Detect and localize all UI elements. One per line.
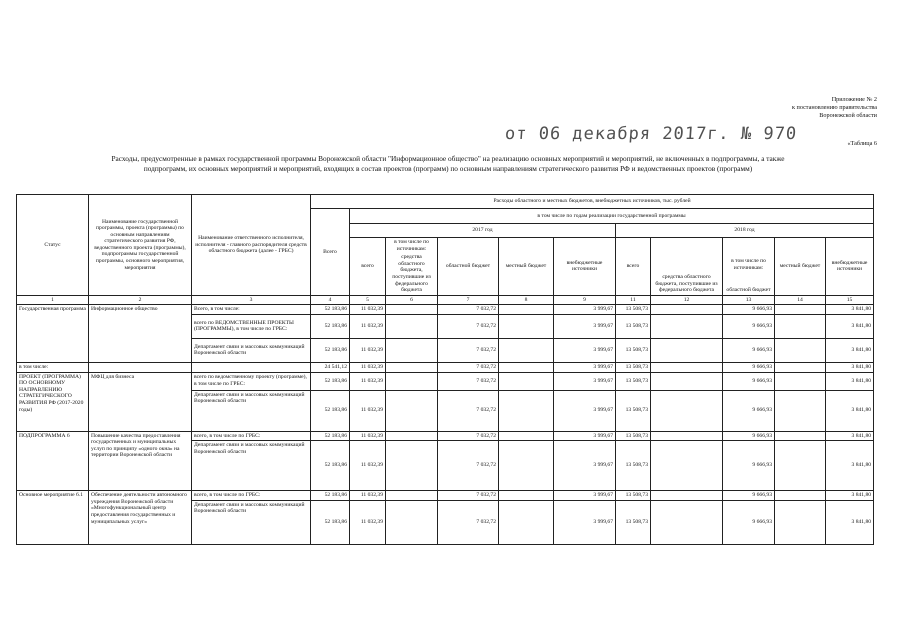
value-2017-local <box>499 362 554 372</box>
value-2018-offbudget: 3 841,80 <box>826 372 874 390</box>
value-2017-fed <box>386 338 438 362</box>
value-2017-offbudget: 3 999,67 <box>554 314 616 338</box>
header-2017-local: местный бюджет <box>499 238 554 296</box>
value-2018-all: 13 508,73 <box>616 314 651 338</box>
executor-dept: Департамент связи и массовых коммуникаций Воронежской области <box>192 441 311 491</box>
value-2018-all: 13 508,73 <box>616 431 651 441</box>
appendix-line-3: Воронежской области <box>819 112 877 119</box>
header-2018-offbudget: внебюджетные источники <box>826 238 874 296</box>
value-2018-all: 13 508,73 <box>616 500 651 544</box>
value-2017-all: 11 032,39 <box>350 372 386 390</box>
table-row <box>17 305 874 315</box>
value-2018-fed <box>651 338 723 362</box>
name-subprogram: Повышение качества предоставления государственных и муниципальных услуп по принципу «одного окна» на территории Воронежской области <box>89 431 192 491</box>
value-total: 52 183,86 <box>311 305 350 315</box>
value-2017-offbudget: 3 999,67 <box>554 362 616 372</box>
status-subprogram: ПОДПРОГРАММА 6 <box>17 431 89 491</box>
value-2018-offbudget: 3 841,80 <box>826 500 874 544</box>
header-total: Всего <box>311 209 350 296</box>
value-2017-fed <box>386 431 438 441</box>
col-num: 4 <box>311 295 350 305</box>
value-2017-all: 11 032,39 <box>350 305 386 315</box>
value-2018-all: 13 508,73 <box>616 441 651 491</box>
col-num: 6 <box>386 295 438 305</box>
header-expenses: Расходы областного и местных бюджетов, внебюджетных источников, тыс. рублей <box>311 195 874 209</box>
value-2017-regional: 7 032,72 <box>438 362 499 372</box>
value-2018-all: 13 508,73 <box>616 390 651 431</box>
header-2017-fed-text: средства областного бюджета, поступившие из федерального бюджета <box>392 254 431 294</box>
col-num: 13 <box>723 295 775 305</box>
value-2018-fed <box>651 362 723 372</box>
name-project: МФЦ для бизнеса <box>89 372 192 431</box>
value-2018-offbudget: 3 841,80 <box>826 305 874 315</box>
table-label: «Таблица 6 <box>847 140 877 147</box>
executor-grbs: всего, в том числе по ГРБС: <box>192 491 311 501</box>
executor-projects: всего по ВЕДОМСТВЕННЫЕ ПРОЕКТЫ (ПРОГРАММЫ), в том числе по ГРБС: <box>192 314 311 338</box>
header-2018-all: всего <box>616 238 651 296</box>
value-2017-offbudget: 3 999,67 <box>554 500 616 544</box>
value-2018-offbudget: 3 841,80 <box>826 390 874 431</box>
col-num: 1 <box>17 295 89 305</box>
value-2018-offbudget: 3 841,80 <box>826 441 874 491</box>
value-2017-fed <box>386 390 438 431</box>
header-by-years: в том числе по годам реализации государственной программы <box>350 209 874 224</box>
value-2018-local <box>775 390 826 431</box>
value-2018-fed <box>651 314 723 338</box>
value-2018-all: 13 508,73 <box>616 305 651 315</box>
table-row <box>17 372 874 390</box>
value-2017-fed <box>386 314 438 338</box>
value-2018-local <box>775 431 826 441</box>
value-2018-regional: 9 666,93 <box>723 500 775 544</box>
value-2017-all: 11 032,39 <box>350 338 386 362</box>
header-sources-2017: в том числе по источникам: <box>394 239 429 252</box>
value-2018-regional: 9 666,93 <box>723 491 775 501</box>
expenses-table <box>16 194 874 545</box>
col-num: 2 <box>89 295 192 305</box>
value-2018-regional: 9 666,93 <box>723 305 775 315</box>
value-2017-all: 11 032,39 <box>350 314 386 338</box>
value-2018-offbudget: 3 841,80 <box>826 314 874 338</box>
value-2017-regional: 7 032,72 <box>438 390 499 431</box>
value-2017-all: 11 032,39 <box>350 441 386 491</box>
value-2017-local <box>499 431 554 441</box>
value-2018-local <box>775 491 826 501</box>
decree-stamp: от 06 декабря 2017г. № 970 <box>504 124 798 144</box>
value-2018-local <box>775 362 826 372</box>
value-2017-regional: 7 032,72 <box>438 431 499 441</box>
value-2017-regional: 7 032,72 <box>438 305 499 315</box>
header-name: Наименование государственной программы, проекта (программы) по основным направлениям стратегического развития РФ, ведомственного проекта (программы), подпрограммы государственной программы, основного мероприятия, мероприятия <box>89 195 192 296</box>
value-2017-fed <box>386 372 438 390</box>
value-2018-regional: 9 666,93 <box>723 362 775 372</box>
col-num: 8 <box>499 295 554 305</box>
executor-empty <box>192 362 311 372</box>
value-2017-offbudget: 3 999,67 <box>554 441 616 491</box>
value-2017-fed <box>386 491 438 501</box>
value-2018-fed <box>651 441 723 491</box>
header-2018-local: местный бюджет <box>775 238 826 296</box>
value-2018-offbudget: 3 841,80 <box>826 491 874 501</box>
value-2018-fed <box>651 491 723 501</box>
executor-grbs: всего, в том числе по ГРБС: <box>192 431 311 441</box>
value-2018-all: 13 508,73 <box>616 338 651 362</box>
value-2017-local <box>499 491 554 501</box>
header-2018-regional <box>723 238 775 296</box>
value-2018-local <box>775 338 826 362</box>
appendix-note <box>792 96 877 120</box>
value-total: 52 183,86 <box>311 441 350 491</box>
col-num: 5 <box>350 295 386 305</box>
header-2018-fed-text: средства областного бюджета, поступившие из федерального бюджета <box>655 273 718 294</box>
col-num: 7 <box>438 295 499 305</box>
table-row <box>17 431 874 441</box>
name-main-activity: Обеспечение деятельности автономного учреждения Воронежской области «Многофункциональный центр предоставления государственных и муниципальных услуг» <box>89 491 192 545</box>
value-2018-local <box>775 441 826 491</box>
value-2018-offbudget: 3 841,80 <box>826 362 874 372</box>
value-2018-local <box>775 500 826 544</box>
executor-project: всего по ведомственному проекту (программе), в том числе по ГРБС: <box>192 372 311 390</box>
value-2017-regional: 7 032,72 <box>438 491 499 501</box>
value-2018-offbudget: 3 841,80 <box>826 338 874 362</box>
value-2017-local <box>499 314 554 338</box>
value-2018-regional: 9 666,93 <box>723 431 775 441</box>
value-2018-local <box>775 372 826 390</box>
value-2017-all: 11 032,39 <box>350 362 386 372</box>
executor-dept: Департамент связи и массовых коммуникаций Воронежской области <box>192 338 311 362</box>
executor-dept: Департамент связи и массовых коммуникаций Воронежской области <box>192 390 311 431</box>
value-2017-regional: 7 032,72 <box>438 314 499 338</box>
title-line-2: подпрограмм, их основных мероприятий и мероприятий, входящих в состав проектов (программ) по основным направлениям стратегического развития РФ и ведомственных проектов (программ) <box>143 164 753 173</box>
value-2017-regional: 7 032,72 <box>438 441 499 491</box>
value-2017-local <box>499 372 554 390</box>
title-line-1: Расходы, предусмотренные в рамках государственной программы Воронежской области "Информационное общество" на реализацию основных мероприятий и мероприятий, не включенных в подпрограммы, а также <box>111 154 785 163</box>
value-2018-all: 13 508,73 <box>616 491 651 501</box>
value-2018-fed <box>651 305 723 315</box>
value-total: 52 183,86 <box>311 390 350 431</box>
value-total: 52 183,86 <box>311 491 350 501</box>
value-2018-offbudget: 3 841,80 <box>826 431 874 441</box>
header-sources-2018: в том числе по источникам: <box>731 257 766 271</box>
col-num: 12 <box>651 295 723 305</box>
value-2017-regional: 7 032,72 <box>438 372 499 390</box>
value-2018-regional: 9 666,93 <box>723 441 775 491</box>
value-2017-fed <box>386 362 438 372</box>
value-total: 52 183,86 <box>311 372 350 390</box>
value-2018-regional: 9 666,93 <box>723 314 775 338</box>
value-2017-local <box>499 305 554 315</box>
col-num: 11 <box>616 295 651 305</box>
header-2017-all: всего <box>350 238 386 296</box>
header-2017-regional: областной бюджет <box>438 238 499 296</box>
col-num: 9 <box>554 295 616 305</box>
value-2017-local <box>499 338 554 362</box>
col-num: 15 <box>826 295 874 305</box>
table-row <box>17 362 874 372</box>
executor-dept: Департамент связи и массовых коммуникаций Воронежской области <box>192 500 311 544</box>
appendix-line-2: к постановлению правительства <box>791 104 877 111</box>
value-2017-regional: 7 032,72 <box>438 500 499 544</box>
header-2018-fed <box>651 238 723 296</box>
column-numbers-row <box>17 295 874 305</box>
value-2017-fed <box>386 441 438 491</box>
value-2018-regional: 9 666,93 <box>723 372 775 390</box>
table-row <box>17 491 874 501</box>
value-2017-local <box>499 390 554 431</box>
value-2017-all: 11 032,39 <box>350 500 386 544</box>
status-main-activity: Основное мероприятие 6.1 <box>17 491 89 545</box>
status-program: Государственная программа <box>17 305 89 363</box>
value-2018-local <box>775 305 826 315</box>
value-2018-fed <box>651 431 723 441</box>
executor-all: Всего, в том числе: <box>192 305 311 315</box>
header-2017-offbudget: внебюджетные источники <box>554 238 616 296</box>
value-2018-fed <box>651 500 723 544</box>
value-total: 52 183,86 <box>311 314 350 338</box>
value-2018-all: 13 508,73 <box>616 362 651 372</box>
value-2017-all: 11 032,39 <box>350 491 386 501</box>
document-title <box>28 154 868 174</box>
header-2017-fed <box>386 238 438 296</box>
value-2018-all: 13 508,73 <box>616 372 651 390</box>
header-status: Статус <box>17 195 89 296</box>
value-2017-local <box>499 500 554 544</box>
header-year-2018: 2018 год <box>616 224 874 238</box>
header-executor: Наименование ответственного исполнителя, исполнителя - главного распорядителя средств областного бюджета (далее - ГРБС) <box>192 195 311 296</box>
appendix-line-1: Приложение № 2 <box>831 96 877 103</box>
value-2017-offbudget: 3 999,67 <box>554 338 616 362</box>
value-2018-fed <box>651 390 723 431</box>
status-including: в том числе: <box>17 362 89 372</box>
value-total: 52 183,86 <box>311 431 350 441</box>
value-2017-offbudget: 3 999,67 <box>554 431 616 441</box>
value-total: 52 183,86 <box>311 338 350 362</box>
value-2018-fed <box>651 372 723 390</box>
value-2017-all: 11 032,39 <box>350 431 386 441</box>
name-empty <box>89 362 192 372</box>
value-2017-fed <box>386 305 438 315</box>
name-program: Информационное общество <box>89 305 192 363</box>
col-num: 14 <box>775 295 826 305</box>
value-2018-regional: 9 666,93 <box>723 338 775 362</box>
header-year-2017: 2017 год <box>350 224 616 238</box>
value-2018-local <box>775 314 826 338</box>
value-2017-fed <box>386 500 438 544</box>
header-2018-regional-text: областной бюджет <box>726 287 771 294</box>
value-2017-regional: 7 032,72 <box>438 338 499 362</box>
value-2018-regional: 9 666,93 <box>723 390 775 431</box>
value-2017-local <box>499 441 554 491</box>
value-2017-offbudget: 3 999,67 <box>554 390 616 431</box>
value-2017-offbudget: 3 999,67 <box>554 305 616 315</box>
value-2017-all: 11 032,39 <box>350 390 386 431</box>
value-total: 24 541,12 <box>311 362 350 372</box>
col-num: 3 <box>192 295 311 305</box>
status-project: ПРОЕКТ (ПРОГРАММА) ПО ОСНОВНОМУ НАПРАВЛЕНИЮ СТРАТЕГИЧЕСКОГО РАЗВИТИЯ РФ (2017-2020 годы) <box>17 372 89 431</box>
value-2017-offbudget: 3 999,67 <box>554 372 616 390</box>
value-2017-offbudget: 3 999,67 <box>554 491 616 501</box>
value-total: 52 183,86 <box>311 500 350 544</box>
